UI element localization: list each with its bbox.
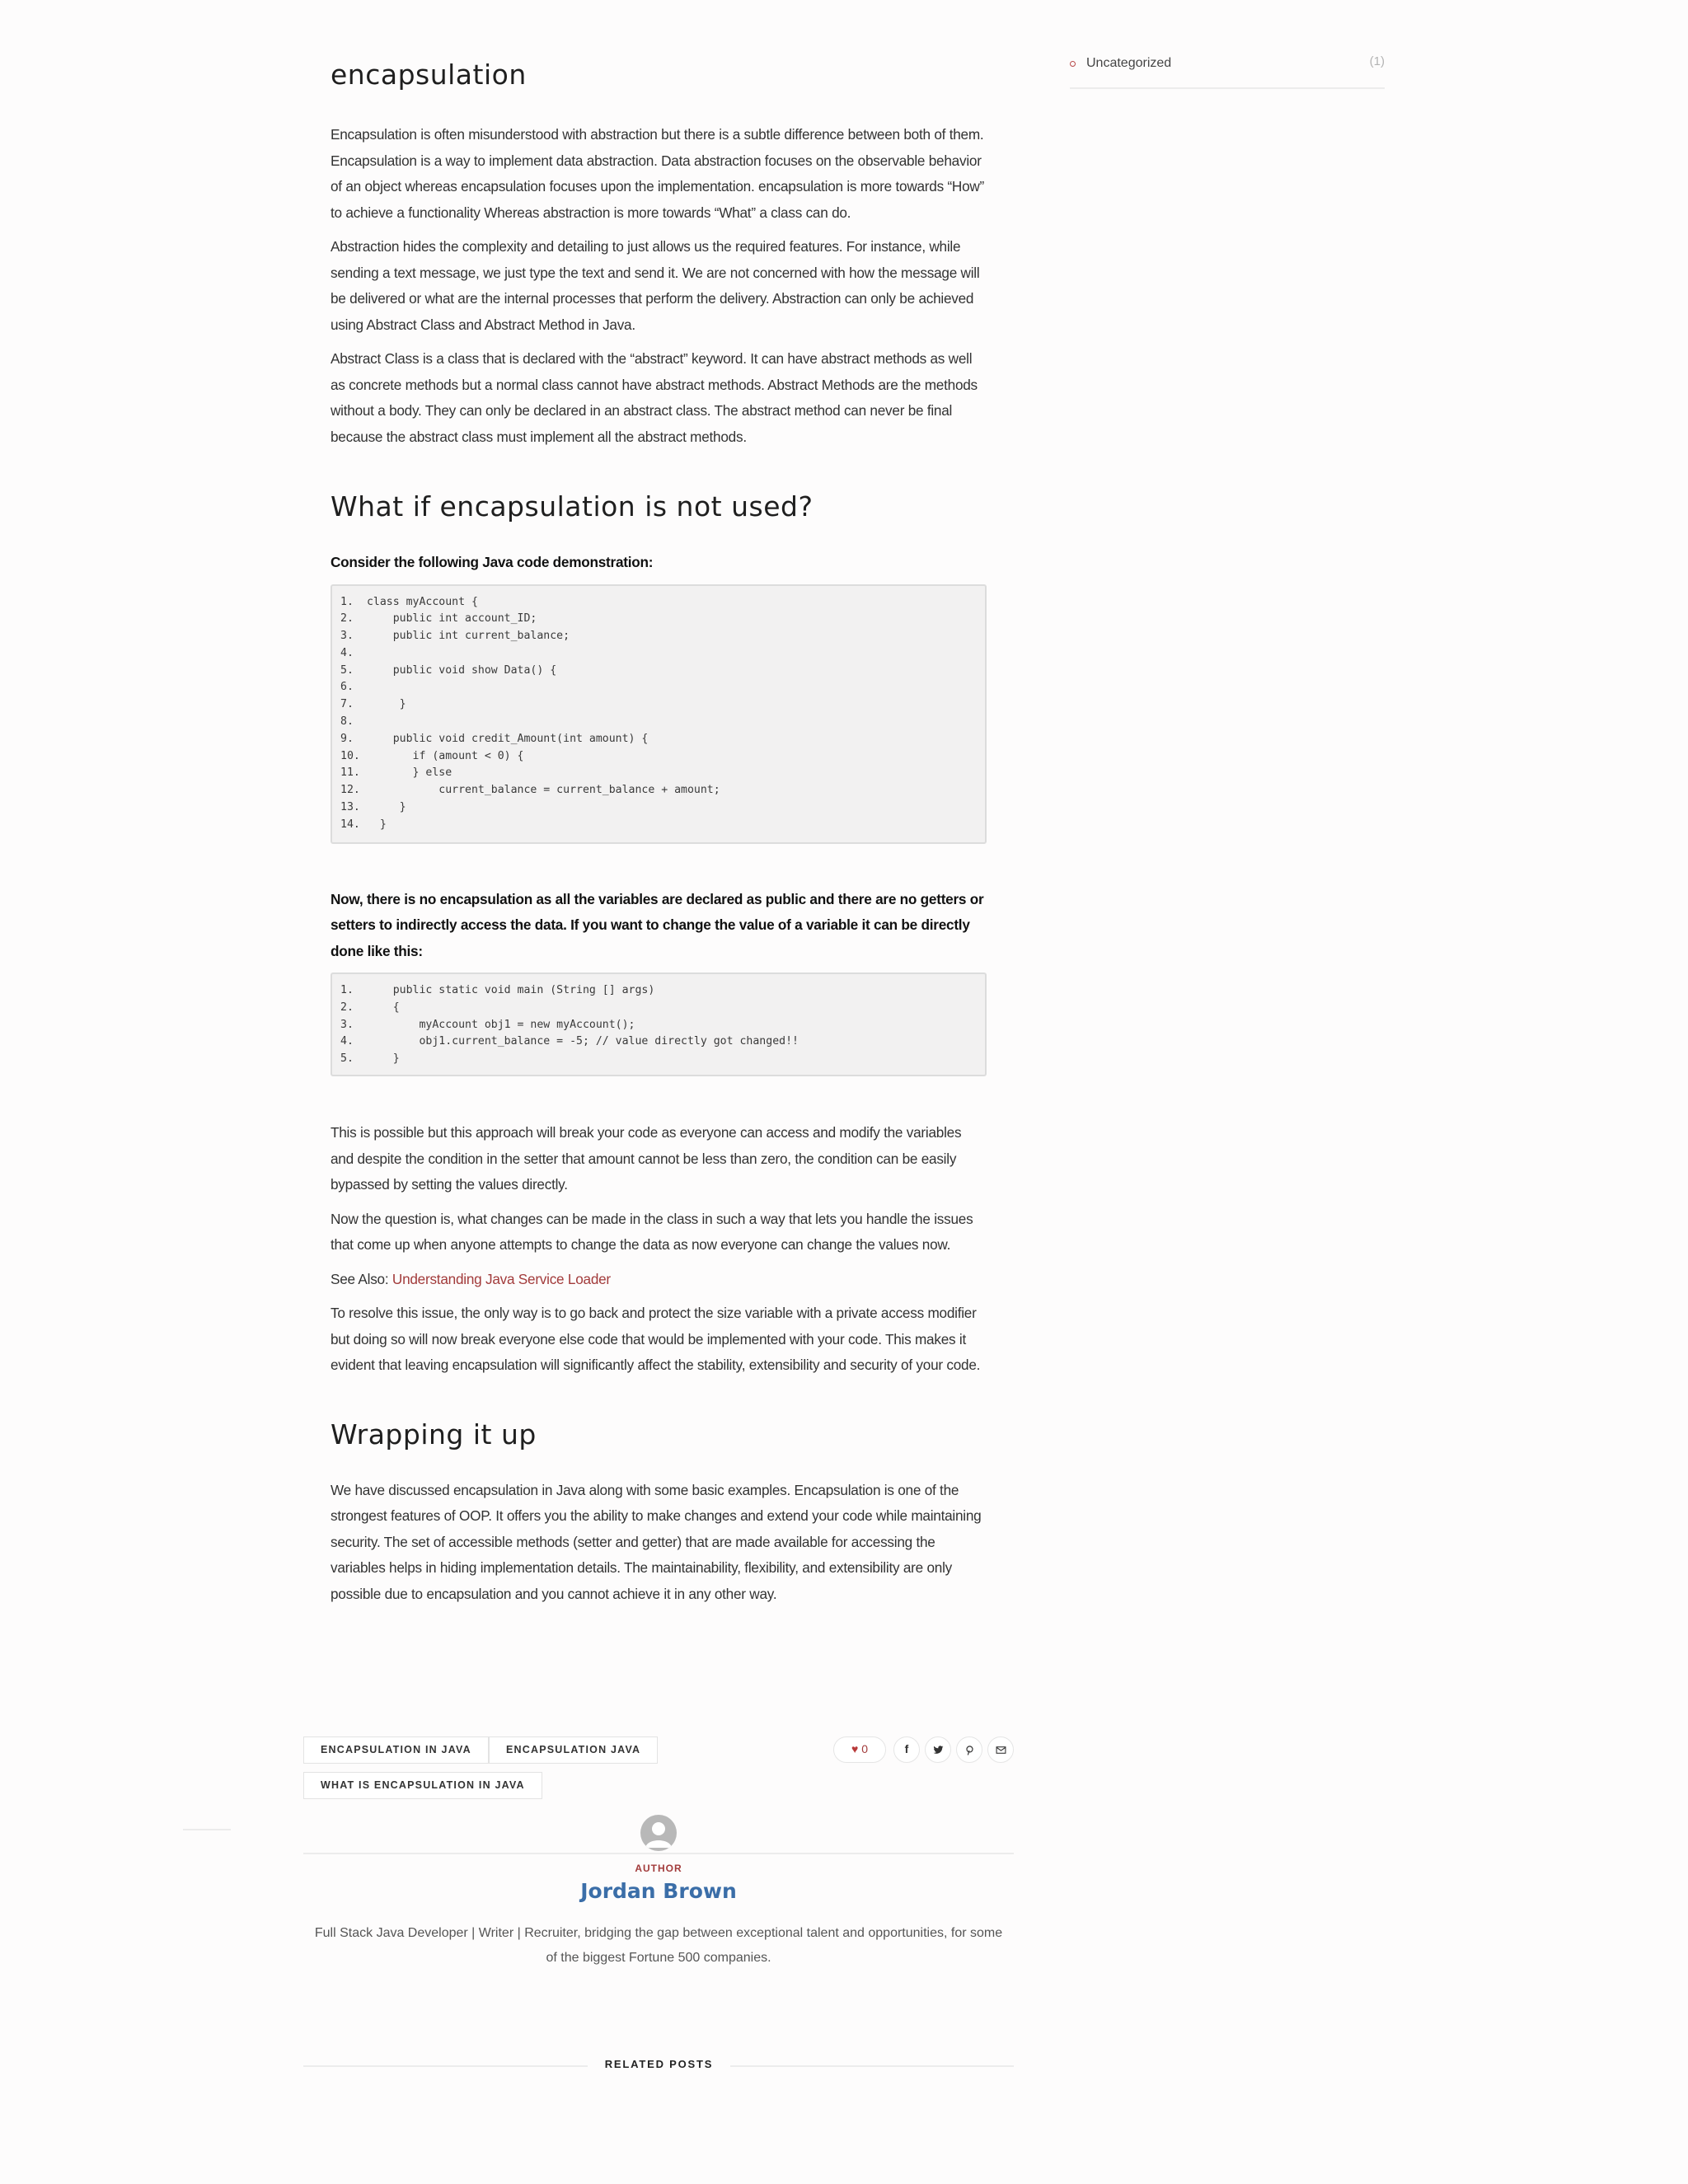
code-line — [340, 663, 985, 680]
code-line — [340, 817, 985, 834]
code-line-text: } — [360, 801, 406, 814]
code-line-text: { — [360, 1001, 400, 1014]
code-line — [340, 1033, 985, 1051]
code-line-number: 4. — [340, 646, 354, 659]
twitter-icon — [933, 1745, 944, 1755]
code-line-text — [360, 645, 367, 663]
tag-encapsulation-java[interactable]: ENCAPSULATION JAVA — [489, 1736, 658, 1764]
tag-what-is-encapsulation-in-java[interactable]: WHAT IS ENCAPSULATION IN JAVA — [303, 1772, 542, 1799]
heading-wrapping-up: Wrapping it up — [331, 1418, 537, 1451]
code-line-text: public void show Data() { — [360, 663, 557, 677]
code-line — [340, 1051, 985, 1068]
code-line-text: public int account_ID; — [360, 612, 537, 626]
code-line-number: 4. — [340, 1035, 354, 1048]
see-also — [331, 1267, 987, 1293]
code-line-number: 5. — [340, 1052, 354, 1066]
code-block-myaccount — [331, 584, 987, 844]
code-line-number: 14. — [340, 818, 360, 831]
share-pinterest-button[interactable] — [956, 1736, 982, 1763]
avatar-icon — [640, 1815, 677, 1851]
heading-not-used: What if encapsulation is not used? — [331, 490, 814, 523]
tag-encapsulation-in-java[interactable]: ENCAPSULATION IN JAVA — [303, 1736, 489, 1764]
code-line-text: } — [360, 1052, 400, 1066]
author-bio: Full Stack Java Developer | Writer | Recruiter, bridging the gap between exceptional talent and opportunities, for some of the biggest Fortune 500 companies. — [314, 1926, 1003, 1965]
category-link-uncategorized[interactable]: Uncategorized — [1086, 56, 1172, 70]
code-line-text: } — [360, 698, 406, 711]
code-line — [340, 731, 985, 748]
paragraph-consider: Consider the following Java code demonstration: — [331, 554, 654, 570]
paragraph-no-encapsulation: Now, there is no encapsulation as all the variables are declared as public and there are no getters or setters to indirectly access the data. If you want to change the value of a variable it can be directly done like this: — [331, 890, 984, 959]
code-line-number: 11. — [340, 766, 360, 780]
code-line — [340, 748, 985, 766]
like-button[interactable] — [833, 1736, 886, 1763]
see-also-link[interactable]: Understanding Java Service Loader — [392, 1270, 611, 1287]
code-line-number: 12. — [340, 784, 360, 797]
paragraph: Now the question is, what changes can be made in the class in such a way that lets you handle the issues that come up when anyone attempts to change the data as now everyone can change the values now. — [331, 1210, 973, 1253]
divider-related-right — [730, 2065, 1014, 2067]
divider-related-left — [303, 2065, 588, 2067]
related-posts-heading: RELATED POSTS — [604, 2058, 714, 2070]
code-line — [340, 679, 985, 696]
pinterest-icon — [964, 1745, 975, 1755]
code-line — [340, 765, 985, 782]
paragraph: Abstraction hides the complexity and detailing to just allows us the required features. For instance, while sending a text message, we just type the text and send it. We are not concerned with how the message will be delivered or what are the internal processes that perform the delivery. Abstraction can only be achieved using Abstract Class and Abstract Method in Java. — [331, 238, 980, 333]
code-line-number: 3. — [340, 630, 354, 643]
paragraph: Abstract Class is a class that is declared with the “abstract” keyword. It can have abstract methods as well as concrete methods but a normal class cannot have abstract methods. Abstract Methods are the methods without a body. They can only be declared in an abstract class. The abstract method can never be final because the abstract class must implement all the abstract methods. — [331, 350, 978, 445]
paragraph: To resolve this issue, the only way is to go back and protect the size variable with a private access modifier but doing so will now break everyone else code that would be implemented with your code. This makes it evident that leaving encapsulation will significantly affect the stability, extensibility and security of your code. — [331, 1305, 981, 1373]
code-line-number: 1. — [340, 984, 354, 996]
author-avatar[interactable] — [640, 1815, 677, 1851]
code-line-text — [360, 679, 367, 696]
share-facebook-button[interactable] — [893, 1736, 920, 1763]
category-count: (1) — [1369, 54, 1385, 68]
code-line-text: public static void main (String [] args) — [360, 984, 655, 996]
code-line — [340, 1017, 985, 1034]
code-line-number: 5. — [340, 663, 354, 677]
code-line-text: public int current_balance; — [360, 630, 570, 643]
code-line-number: 1. — [340, 595, 354, 608]
code-line-text: myAccount obj1 = new myAccount(); — [360, 1018, 635, 1031]
code-line-number: 6. — [340, 681, 354, 694]
author-role: AUTHOR — [635, 1863, 682, 1874]
divider-author — [303, 1853, 1014, 1854]
code-line-text: } else — [360, 766, 452, 780]
code-line — [340, 628, 985, 645]
code-line-text: current_balance = current_balance + amount; — [360, 784, 720, 797]
code-line — [340, 645, 985, 663]
paragraph: We have discussed encapsulation in Java along with some basic examples. Encapsulation is one of the strongest features of OOP. It offers you the ability to make changes and extend your code while maintaining security. The set of accessible methods (setter and getter) that are made available for accessing the variables helps in hiding implementation details. The maintainability, flexibility, and extensibility are only possible due to encapsulation and you cannot achieve it in any other way. — [331, 1481, 982, 1602]
email-icon — [996, 1745, 1006, 1755]
facebook-icon: f — [904, 1742, 909, 1755]
code-line-number: 2. — [340, 612, 354, 626]
sidebar-category-list — [1070, 53, 1385, 89]
code-line-text: class myAccount { — [360, 595, 478, 608]
code-line — [340, 1000, 985, 1017]
code-line-text — [360, 714, 367, 731]
code-line-text: obj1.current_balance = -5; // value directly got changed!! — [360, 1035, 799, 1048]
code-line — [340, 982, 985, 1000]
code-line-number: 8. — [340, 715, 354, 729]
code-line-number: 10. — [340, 749, 360, 762]
code-line-number: 7. — [340, 698, 354, 711]
share-email-button[interactable] — [987, 1736, 1014, 1763]
code-line-text: } — [360, 818, 387, 831]
heart-icon: ♥ — [851, 1742, 859, 1755]
code-line — [340, 799, 985, 817]
divider-left-short — [183, 1829, 231, 1830]
category-bullet-icon — [1070, 61, 1076, 67]
code-line-number: 9. — [340, 732, 354, 745]
see-also-label: See Also: — [331, 1270, 392, 1287]
article-content — [331, 49, 987, 1615]
code-line-number: 13. — [340, 801, 360, 814]
author-name[interactable]: Jordan Brown — [580, 1879, 737, 1903]
code-line-number: 2. — [340, 1001, 354, 1014]
paragraph: This is possible but this approach will break your code as everyone can access and modify the variables and despite the condition in the setter that amount cannot be less than zero, the condition can be easily bypassed by setting the values directly. — [331, 1124, 962, 1193]
code-line-number: 3. — [340, 1018, 354, 1031]
author-box — [303, 1863, 1014, 1971]
code-block-main — [331, 972, 987, 1076]
code-line-text: public void credit_Amount(int amount) { — [360, 732, 649, 745]
paragraph: Encapsulation is often misunderstood with abstraction but there is a subtle difference between both of them. Encapsulation is a way to implement data abstraction. Data abstraction focuses on the observable behavior of an object whereas encapsulation focuses upon the implementation. encapsulation is more towards “How” to achieve a functionality Whereas abstraction is more towards “What” a class can do. — [331, 126, 985, 221]
like-count: 0 — [861, 1742, 868, 1755]
code-line-text: if (amount < 0) { — [360, 749, 524, 762]
heading-encapsulation: encapsulation — [331, 59, 527, 91]
share-twitter-button[interactable] — [925, 1736, 951, 1763]
code-line — [340, 782, 985, 799]
code-line — [340, 696, 985, 714]
code-line — [340, 714, 985, 731]
code-line — [340, 611, 985, 628]
code-line — [340, 594, 985, 612]
